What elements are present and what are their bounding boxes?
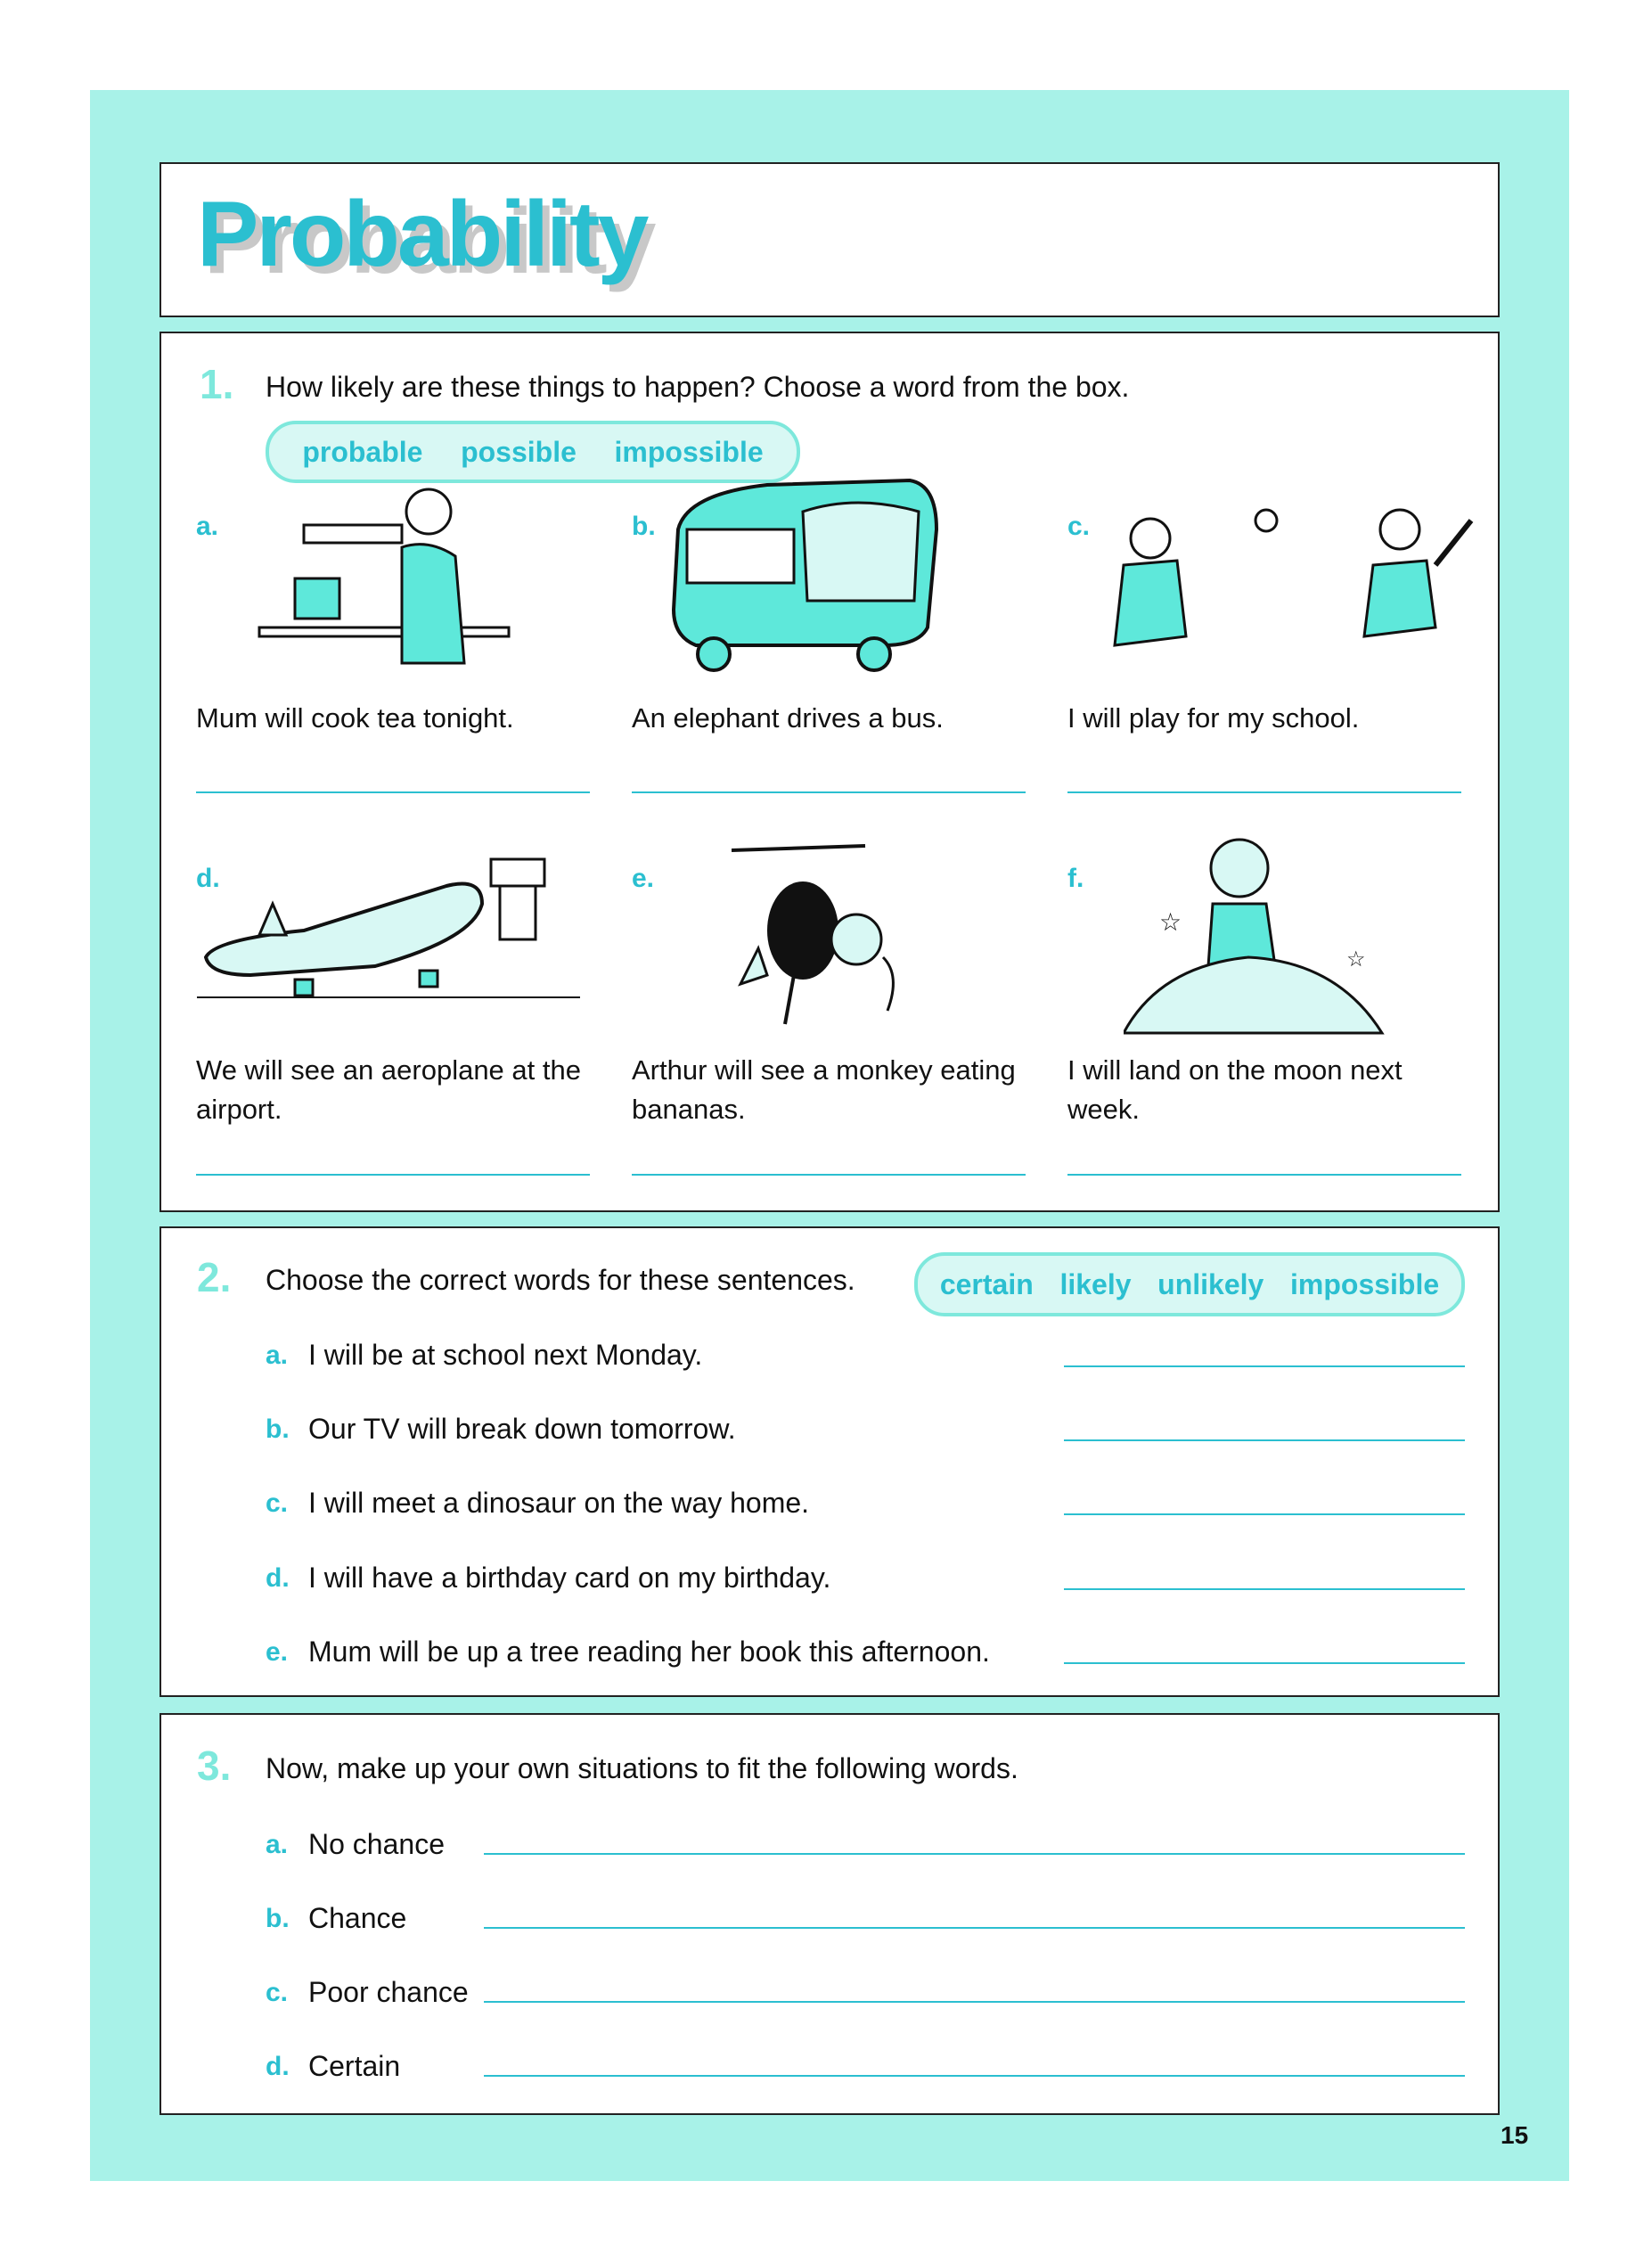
mum-cooking-illustration (250, 476, 518, 681)
question-number: 1. (200, 361, 234, 407)
answer-line[interactable] (196, 791, 590, 793)
item-letter: c. (1067, 512, 1091, 541)
item-letter: d. (196, 864, 220, 893)
answer-line[interactable] (484, 2001, 1465, 2003)
item-text: Mum will be up a tree reading her book this afternoon. (308, 1636, 990, 1668)
item-text: Mum will cook tea tonight. (196, 702, 514, 734)
item-text: No chance (308, 1828, 445, 1860)
item-letter: c. (266, 1488, 289, 1518)
page-title: Probability (197, 183, 647, 286)
item-letter: a. (266, 1830, 289, 1859)
elephant-bus-illustration (660, 476, 945, 681)
word-option: possible (461, 435, 577, 468)
answer-line[interactable] (1067, 1174, 1461, 1176)
monkey-illustration (732, 832, 928, 1046)
question-number: 3. (197, 1742, 232, 1789)
aeroplane-illustration (197, 850, 589, 1011)
question-number: 2. (197, 1254, 232, 1300)
answer-line[interactable] (196, 1174, 590, 1176)
item-letter: f. (1067, 864, 1084, 893)
item-letter: d. (266, 1563, 290, 1593)
word-option: probable (302, 435, 423, 468)
answer-line[interactable] (1064, 1439, 1465, 1441)
answer-line[interactable] (1067, 791, 1461, 793)
word-option: impossible (1290, 1267, 1440, 1300)
item-text: I will land on the moon next week. (1067, 1054, 1403, 1125)
question-prompt: How likely are these things to happen? Choose a word from the box. (266, 371, 1130, 403)
item-letter: b. (632, 512, 656, 541)
answer-line[interactable] (1064, 1588, 1465, 1590)
question-prompt: Now, make up your own situations to fit the following words. (266, 1752, 1018, 1784)
item-letter: b. (266, 1904, 290, 1933)
item-text: An elephant drives a bus. (632, 702, 944, 734)
item-text: I will be at school next Monday. (308, 1339, 703, 1371)
answer-line[interactable] (484, 2075, 1465, 2077)
question-2-box (159, 1226, 1500, 1697)
word-box (914, 1252, 1465, 1316)
answer-line[interactable] (632, 1174, 1026, 1176)
item-letter: e. (266, 1637, 289, 1667)
svg-text:☆: ☆ (1159, 908, 1182, 936)
title-box (159, 162, 1500, 317)
item-text: I will play for my school. (1067, 702, 1360, 734)
word-option: unlikely (1157, 1267, 1264, 1300)
item-letter: e. (632, 864, 655, 893)
item-text: Chance (308, 1902, 407, 1934)
question-3-box (159, 1713, 1500, 2115)
svg-text:☆: ☆ (1346, 947, 1366, 972)
page-number: 15 (1501, 2121, 1529, 2149)
word-option: certain (939, 1267, 1034, 1300)
item-text: We will see an aeroplane at the airport. (196, 1054, 581, 1125)
item-letter: c. (266, 1978, 289, 2007)
question-1-box (159, 332, 1500, 1212)
item-letter: a. (266, 1341, 289, 1370)
word-option: impossible (614, 435, 764, 468)
item-text: Our TV will break down tomorrow. (308, 1413, 736, 1445)
answer-line[interactable] (484, 1927, 1465, 1929)
answer-line[interactable] (1064, 1365, 1465, 1367)
word-option: likely (1059, 1267, 1132, 1300)
question-prompt: Choose the correct words for these sentences. (266, 1264, 855, 1296)
item-text: I will meet a dinosaur on the way home. (308, 1487, 810, 1519)
astronaut-moon-illustration (1124, 832, 1409, 1037)
item-text: Poor chance (308, 1976, 469, 2008)
answer-line[interactable] (1064, 1662, 1465, 1664)
answer-line[interactable] (1064, 1513, 1465, 1515)
item-text: I will have a birthday card on my birthday. (308, 1562, 831, 1594)
item-letter: d. (266, 2052, 290, 2081)
item-letter: b. (266, 1414, 290, 1444)
item-text: Arthur will see a monkey eating bananas. (632, 1054, 1016, 1125)
answer-line[interactable] (484, 1853, 1465, 1855)
children-playing-illustration (1061, 503, 1489, 672)
item-letter: a. (196, 512, 219, 541)
word-box (266, 421, 800, 483)
answer-line[interactable] (632, 791, 1026, 793)
item-text: Certain (308, 2050, 401, 2082)
